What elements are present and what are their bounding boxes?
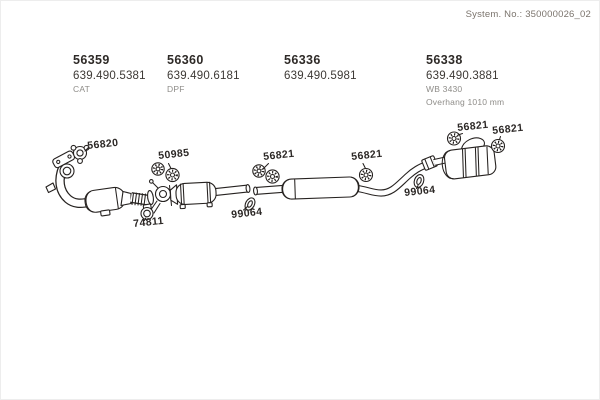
assembly-part-no: 56360 bbox=[167, 53, 204, 67]
mid-muffler-inlet-gasket-pair bbox=[253, 164, 279, 184]
catalytic-converter bbox=[84, 186, 127, 218]
rear-muffler-mount-gasket bbox=[492, 137, 505, 153]
assembly-note: DPF bbox=[167, 84, 185, 95]
assembly-ref-no: 639.490.6181 bbox=[167, 69, 240, 82]
assembly-note: CAT bbox=[73, 84, 90, 95]
mid-pipe bbox=[211, 184, 250, 192]
rear-muffler-inlet-gasket bbox=[448, 132, 463, 145]
assembly-ref-no: 639.490.5981 bbox=[284, 69, 357, 82]
system-number: System. No.: 350000026_02 bbox=[465, 9, 591, 20]
callout-mid-inlet-gaskets: 56821 bbox=[262, 147, 296, 163]
mid-muffler-outlet-gasket bbox=[360, 164, 373, 182]
callout-pipe-clamp: 74811 bbox=[132, 214, 165, 230]
assembly-part-no: 56338 bbox=[426, 53, 463, 67]
callout-mid-outlet-gasket: 56821 bbox=[350, 147, 384, 163]
assembly-note: WB 3430 bbox=[426, 84, 463, 95]
exhaust-line-drawing bbox=[1, 1, 600, 400]
callout-hanger-front: 99064 bbox=[230, 205, 264, 221]
assembly-part-no: 56359 bbox=[73, 53, 110, 67]
callout-rear-inlet-gasket: 56821 bbox=[456, 118, 490, 134]
callout-hanger-rear: 99064 bbox=[403, 183, 437, 199]
assembly-part-no: 56336 bbox=[284, 53, 321, 67]
dpf-body bbox=[170, 182, 217, 209]
flex-coupling bbox=[121, 190, 154, 205]
assembly-note: Overhang 1010 mm bbox=[426, 96, 505, 107]
dpf-inlet-gasket-pair bbox=[152, 163, 179, 182]
front-flange-gasket bbox=[71, 145, 89, 163]
middle-muffler bbox=[282, 177, 360, 200]
callout-front-flange-gasket: 56820 bbox=[86, 136, 120, 152]
assembly-ref-no: 639.490.5381 bbox=[73, 69, 146, 82]
assembly-ref-no: 639.490.3881 bbox=[426, 69, 499, 82]
callout-dpf-inlet-gaskets: 50985 bbox=[157, 146, 191, 162]
callout-rear-mount-gasket: 56821 bbox=[491, 121, 525, 137]
rear-muffler bbox=[440, 136, 497, 180]
